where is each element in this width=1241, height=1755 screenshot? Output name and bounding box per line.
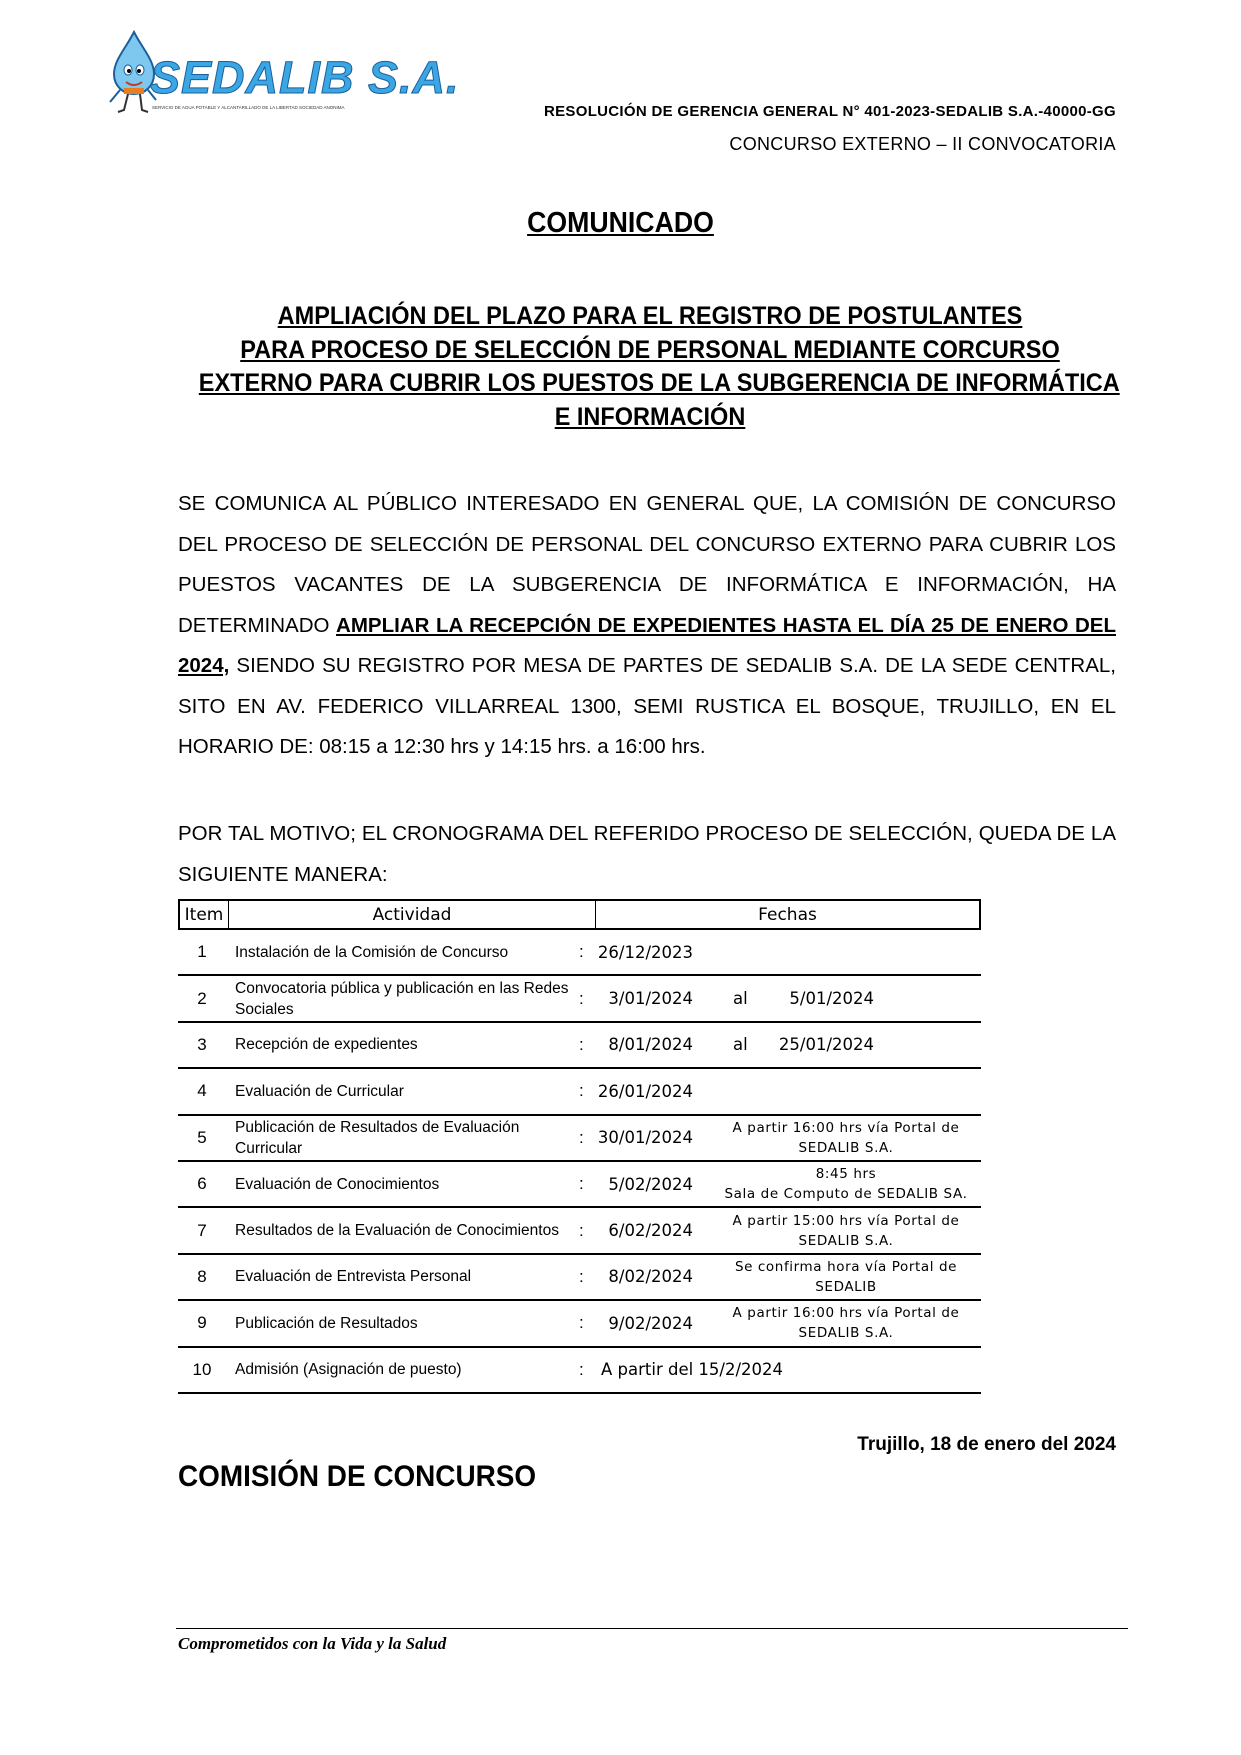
row-number: 5 <box>197 1127 207 1147</box>
table-row <box>178 1069 981 1115</box>
logo-wordmark: SEDALIB S.A. <box>150 52 460 103</box>
row-date-connector: al <box>733 1035 748 1055</box>
resolution-reference: RESOLUCIÓN DE GERENCIA GENERAL N° 401-2023-SEDALIB S.A.-40000-GG <box>544 103 1116 120</box>
row-activity: Admisión (Asignación de puesto) <box>235 1361 462 1379</box>
row-note <box>708 1116 984 1160</box>
row-note-line: SEDALIB S.A. <box>798 1325 894 1342</box>
row-note-line: SEDALIB S.A. <box>798 1139 894 1156</box>
row-number: 2 <box>197 988 207 1008</box>
row-note <box>708 1162 984 1206</box>
contest-name: CONCURSO EXTERNO – II CONVOCATORIA <box>729 134 1116 154</box>
signature-block: COMISIÓN DE CONCURSO <box>178 1460 537 1493</box>
row-end-date: 25/01/2024 <box>778 1035 874 1055</box>
place-and-date: Trujillo, 18 de enero del 2024 <box>857 1434 1116 1455</box>
row-colon: : <box>579 1266 584 1286</box>
row-note-line: A partir 16:00 hrs vía Portal de <box>732 1305 960 1322</box>
row-note <box>708 1208 984 1252</box>
document-title: COMUNICADO <box>527 207 714 239</box>
row-activity: Evaluación de Curricular <box>235 1082 404 1100</box>
logo-subtitle: SERVICIO DE AGUA POTABLE Y ALCANTARILLADO DE LA LIBERTAD SOCIEDAD ANONIMA <box>152 105 345 110</box>
row-colon: : <box>579 942 584 962</box>
header-dates: Fechas <box>758 904 817 925</box>
row-activity: Publicación de Resultados <box>235 1314 418 1332</box>
row-date: A partir del 15/2/2024 <box>601 1360 784 1380</box>
subtitle-line: EXTERNO PARA CUBRIR LOS PUESTOS DE LA SUBGERENCIA DE INFORMÁTICA <box>198 369 1120 397</box>
paragraph-highlight: AMPLIAR LA RECEPCIÓN DE EXPEDIENTES HASTA EL DÍA 25 DE ENERO DEL 2024, <box>178 613 1116 677</box>
row-note-line: Sala de Computo de SEDALIB SA. <box>724 1186 968 1203</box>
row-number: 3 <box>197 1034 207 1054</box>
table-row <box>178 1301 981 1347</box>
row-colon: : <box>579 1220 584 1240</box>
row-colon: : <box>579 1034 584 1054</box>
row-date: 3/01/2024 <box>608 989 693 1009</box>
header-activity: Actividad <box>229 901 596 928</box>
row-note-line: 8:45 hrs <box>815 1166 877 1183</box>
row-number: 1 <box>197 942 207 962</box>
row-colon: : <box>579 1127 584 1147</box>
row-date: 9/02/2024 <box>608 1313 693 1333</box>
row-date: 5/02/2024 <box>608 1174 693 1194</box>
announcement-paragraph <box>178 484 1116 768</box>
table-row <box>178 976 981 1022</box>
row-note-line: SEDALIB S.A. <box>798 1232 894 1249</box>
row-activity: Evaluación de Entrevista Personal <box>235 1268 472 1286</box>
row-number: 9 <box>197 1313 207 1333</box>
table-row <box>178 1116 981 1162</box>
row-activity: Resultados de la Evaluación de Conocimientos <box>235 1222 559 1240</box>
row-note <box>708 1301 984 1345</box>
row-colon: : <box>579 1174 584 1194</box>
row-number: 10 <box>192 1359 212 1379</box>
row-date-connector: al <box>733 989 748 1009</box>
document-subtitle <box>170 300 1130 434</box>
row-note-line: A partir 15:00 hrs vía Portal de <box>732 1212 960 1229</box>
row-colon: : <box>579 1313 584 1333</box>
schedule-header-row <box>178 899 981 930</box>
row-date: 8/01/2024 <box>608 1035 693 1055</box>
table-row <box>178 1162 981 1208</box>
schedule-table <box>178 899 981 1394</box>
row-date: 30/01/2024 <box>597 1128 693 1148</box>
row-colon: : <box>579 988 584 1008</box>
table-row <box>178 1208 981 1254</box>
row-note <box>708 1255 984 1299</box>
paragraph-text: SE COMUNICA AL PÚBLICO INTERESADO EN GENERAL QUE, LA COMISIÓN DE CONCURSO DEL PROCESO DE SELECCIÓN DE PERSONAL DEL CONCURSO EXTERNO PARA CUBRIR LOS PUESTOS VACANTES DE LA SUBGERENCIA DE INFORMÁTICA E INFORMACIÓN, HA DETERMINADO <box>178 492 1116 637</box>
row-date: 26/01/2024 <box>597 1081 693 1101</box>
subtitle-line: PARA PROCESO DE SELECCIÓN DE PERSONAL MEDIANTE CORCURSO <box>240 335 1060 364</box>
schedule-intro-paragraph: POR TAL MOTIVO; EL CRONOGRAMA DEL REFERIDO PROCESO DE SELECCIÓN, QUEDA DE LA SIGUIENTE MANERA: <box>178 822 1116 886</box>
row-end-date: 5/01/2024 <box>789 989 874 1009</box>
row-activity: Instalación de la Comisión de Concurso <box>235 943 509 961</box>
row-number: 7 <box>197 1220 207 1240</box>
footer-motto: Comprometidos con la Vida y la Salud <box>178 1634 447 1653</box>
paragraph-text: SIENDO SU REGISTRO POR MESA DE PARTES DE SEDALIB S.A. DE LA SEDE CENTRAL, SITO EN AV. FEDERICO VILLARREAL 1300, SEMI RUSTICA EL BOSQUE, TRUJILLO, EN EL HORARIO DE: 08:15 a 12:30 hrs y 14:15 hrs. a 16:00 hrs. <box>178 654 1116 758</box>
row-note-line: A partir 16:00 hrs vía Portal de <box>732 1119 960 1136</box>
row-note-line: SEDALIB <box>815 1278 877 1295</box>
row-activity: Evaluación de Conocimientos <box>235 1175 440 1193</box>
row-activity: Recepción de expedientes <box>235 1036 418 1054</box>
row-colon: : <box>579 1081 584 1101</box>
row-colon: : <box>579 1359 584 1379</box>
row-date: 26/12/2023 <box>597 942 693 962</box>
row-number: 4 <box>197 1081 207 1101</box>
row-date: 6/02/2024 <box>608 1221 693 1241</box>
table-row <box>178 1348 981 1394</box>
row-activity: Publicación de Resultados de Evaluación Curricular <box>235 1118 520 1157</box>
footer-divider <box>176 1628 1128 1629</box>
company-logo <box>106 30 460 115</box>
row-number: 8 <box>197 1266 207 1286</box>
row-note-line: Se confirma hora vía Portal de <box>734 1258 958 1275</box>
subtitle-line: AMPLIACIÓN DEL PLAZO PARA EL REGISTRO DE POSTULANTES <box>277 302 1023 330</box>
row-date: 8/02/2024 <box>608 1267 693 1287</box>
row-activity: Convocatoria pública y publicación en las Redes Sociales <box>235 979 569 1018</box>
table-row <box>178 1023 981 1069</box>
row-number: 6 <box>197 1174 207 1194</box>
table-row <box>178 1255 981 1301</box>
table-row <box>178 930 981 976</box>
subtitle-line: E INFORMACIÓN <box>554 402 746 431</box>
header-item: Item <box>180 901 229 928</box>
